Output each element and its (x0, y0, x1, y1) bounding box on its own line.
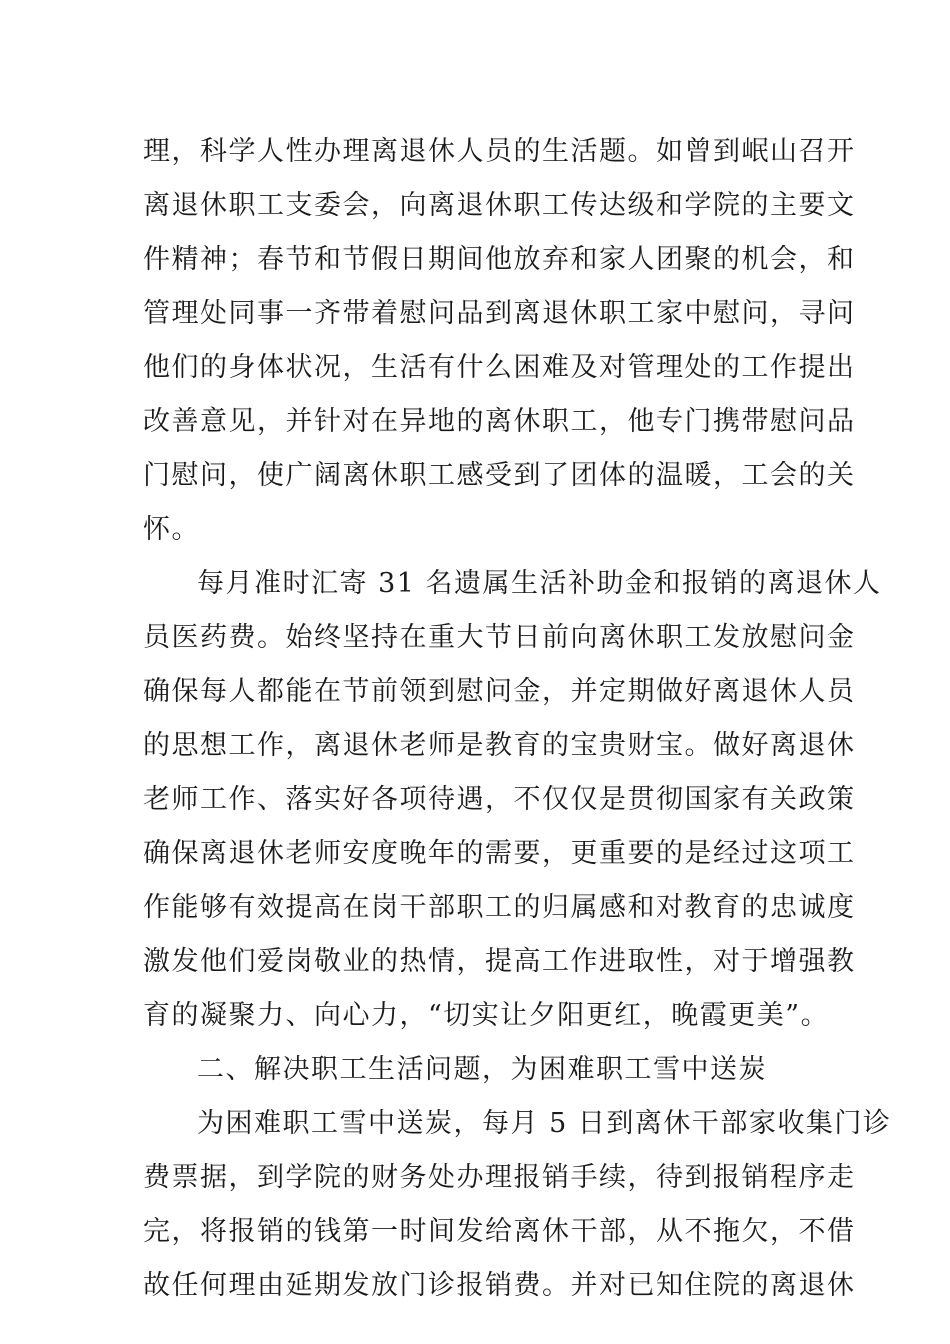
text-line: 改善意见，并针对在异地的离休职工，他专门携带慰问品 (143, 406, 856, 437)
text-line: 每月准时汇寄 31 名遗属生活补助金和报销的离退休人 (197, 568, 882, 599)
text-line: 确保离退休老师安度晚年的需要，更重要的是经过这项工 (143, 838, 856, 869)
text-line: 他们的身体状况，生活有什么困难及对管理处的工作提出 (143, 352, 856, 383)
text-line: 的思想工作，离退休老师是教育的宝贵财宝。做好离退休 (143, 730, 856, 761)
text-line: 费票据，到学院的财务处办理报销手续，待到报销程序走 (143, 1162, 856, 1193)
text-line: 理，科学人性办理离退休人员的生活题。如曾到岷山召开 (143, 136, 856, 167)
text-line: 二、解决职工生活问题，为困难职工雪中送炭 (197, 1054, 767, 1085)
text-line: 件精神；春节和节假日期间他放弃和家人团聚的机会，和 (143, 244, 856, 275)
text-line: 完，将报销的钱第一时间发给离休干部，从不拖欠，不借 (143, 1216, 856, 1247)
document-body (143, 125, 892, 1313)
text-line: 育的凝聚力、向心力，“切实让夕阳更红，晚霞更美”。 (143, 1000, 830, 1031)
text-line: 门慰问，使广阔离休职工感受到了团体的温暖，工会的关 (143, 460, 856, 491)
text-line: 管理处同事一齐带着慰问品到离退休职工家中慰问，寻问 (143, 298, 856, 329)
text-line: 老师工作、落实好各项待遇，不仅仅是贯彻国家有关政策 (143, 784, 856, 815)
text-line: 激发他们爱岗敬业的热情，提高工作进取性，对于增强教 (143, 946, 856, 977)
text-line: 离退休职工支委会，向离退休职工传达级和学院的主要文 (143, 190, 856, 221)
text-line: 怀。 (143, 514, 200, 545)
text-line: 作能够有效提高在岗干部职工的归属感和对教育的忠诚度 (143, 892, 856, 923)
text-line: 为困难职工雪中送炭，每月 5 日到离休干部家收集门诊 (197, 1108, 892, 1139)
text-line: 故任何理由延期发放门诊报销费。并对已知住院的离退休 (143, 1270, 856, 1301)
text-line: 确保每人都能在节前领到慰问金，并定期做好离退休人员 (143, 676, 856, 707)
text-line: 员医药费。始终坚持在重大节日前向离休职工发放慰问金 (143, 622, 856, 653)
